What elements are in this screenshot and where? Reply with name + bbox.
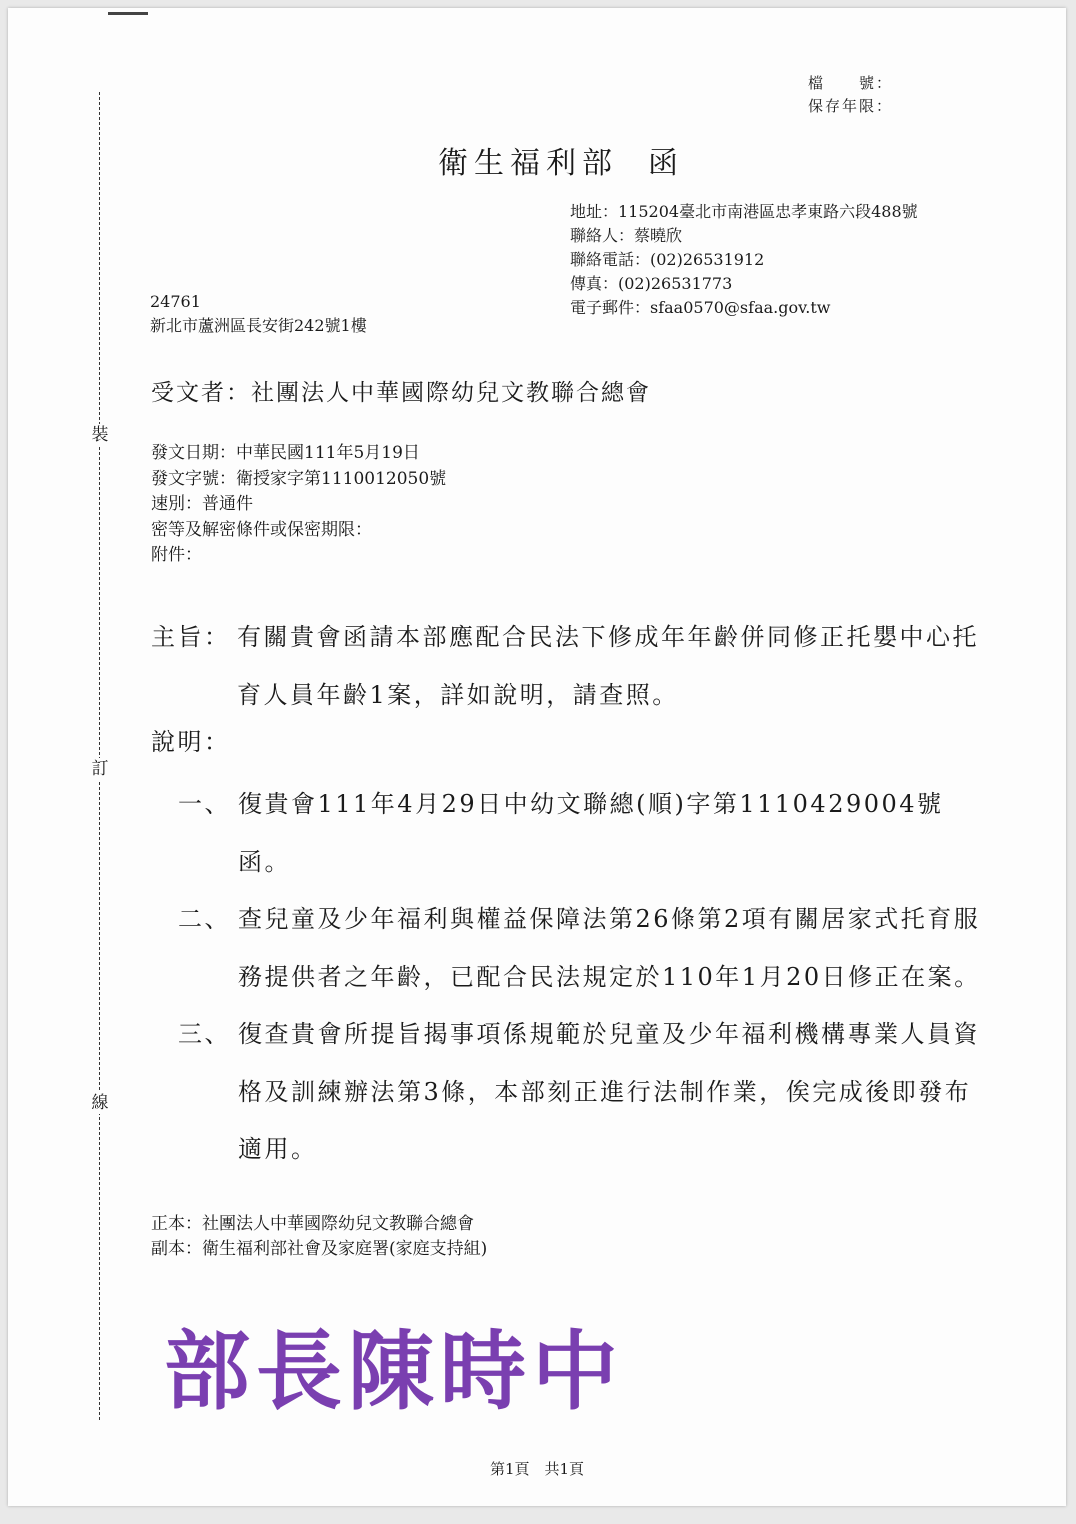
- contact-fax: 傳真：(02)26531773: [570, 274, 733, 293]
- document-page: [8, 8, 1066, 1506]
- explanation-list: [178, 776, 983, 1179]
- item-number: 三、: [178, 1020, 231, 1048]
- attachments: 附件：: [151, 545, 202, 565]
- document-meta: [151, 441, 446, 569]
- item-text: 查兒童及少年福利與權益保障法第26條第2項有關居家式托育服務提供者之年齡，已配合民法規定於110年1月20日修正在案。: [238, 905, 981, 991]
- contact-phone: 聯絡電話：(02)26531912: [570, 250, 765, 269]
- subject-text: 有關貴會函請本部應配合民法下修成年年齡併同修正托嬰中心托育人員年齡1案，詳如說明，請查照。: [237, 623, 979, 709]
- contact-block: [570, 200, 918, 320]
- contact-address: 地址：115204臺北市南港區忠孝東路六段488號: [570, 202, 918, 221]
- street-address: 新北市蘆洲區長安街242號1樓: [150, 316, 367, 335]
- contact-person: 聯絡人：蔡曉欣: [570, 226, 683, 245]
- document-title: [438, 138, 684, 182]
- contact-email: 電子郵件：sfaa0570@sfaa.gov.tw: [570, 298, 831, 317]
- binding-line: [99, 92, 100, 1420]
- item-number: 二、: [178, 905, 231, 933]
- delivery-speed: 速別：普通件: [151, 494, 253, 514]
- issue-date: 發文日期：中華民國111年5月19日: [151, 443, 420, 463]
- archive-info: [808, 72, 893, 118]
- item-text: 復查貴會所提旨揭事項係規範於兒童及少年福利機構專業人員資格及訓練辦法第3條，本部刻正進行法制作業，俟完成後即發布適用。: [238, 1020, 980, 1163]
- explanation-item: [178, 776, 983, 891]
- explanation-label: 說明：: [151, 728, 231, 756]
- document-number: 發文字號：衛授家字第1110012050號: [151, 468, 447, 489]
- binding-mark-ding: 訂: [88, 758, 112, 780]
- original-recipient: 正本：社團法人中華國際幼兒文教聯合總會: [151, 1214, 474, 1234]
- signature-text: 部長陳時中: [164, 1321, 624, 1422]
- binding-mark-zhuang: 裝: [88, 424, 112, 446]
- copy-recipient: 副本：衛生福利部社會及家庭署(家庭支持組): [151, 1239, 488, 1259]
- subject-label: 主旨：: [151, 623, 231, 651]
- receiver-line: 受文者：社團法人中華國際幼兒文教聯合總會: [151, 380, 651, 406]
- explanation-item: [178, 1006, 983, 1179]
- explanation-item: [178, 891, 983, 1006]
- distribution-list: [151, 1212, 487, 1262]
- minister-signature-stamp: [158, 1283, 678, 1433]
- file-number-label: 檔 號：: [808, 74, 894, 92]
- subject-section: [151, 608, 981, 724]
- signature-stamp-graphic: [158, 1283, 678, 1433]
- scan-mark: [108, 12, 148, 15]
- item-number: 一、: [178, 790, 231, 818]
- issuing-agency: 衛生福利部: [438, 146, 618, 181]
- document-type: 函: [648, 146, 684, 181]
- page-footer: 第1頁 共1頁: [489, 1460, 585, 1478]
- binding-mark-xian: 線: [88, 1092, 112, 1114]
- retention-label: 保存年限：: [808, 97, 894, 115]
- recipient-address: [150, 290, 367, 338]
- postal-code: 24761: [150, 292, 201, 311]
- security-level: 密等及解密條件或保密期限：: [151, 519, 372, 540]
- item-text: 復貴會111年4月29日中幼文聯總(順)字第1110429004號函。: [238, 790, 944, 876]
